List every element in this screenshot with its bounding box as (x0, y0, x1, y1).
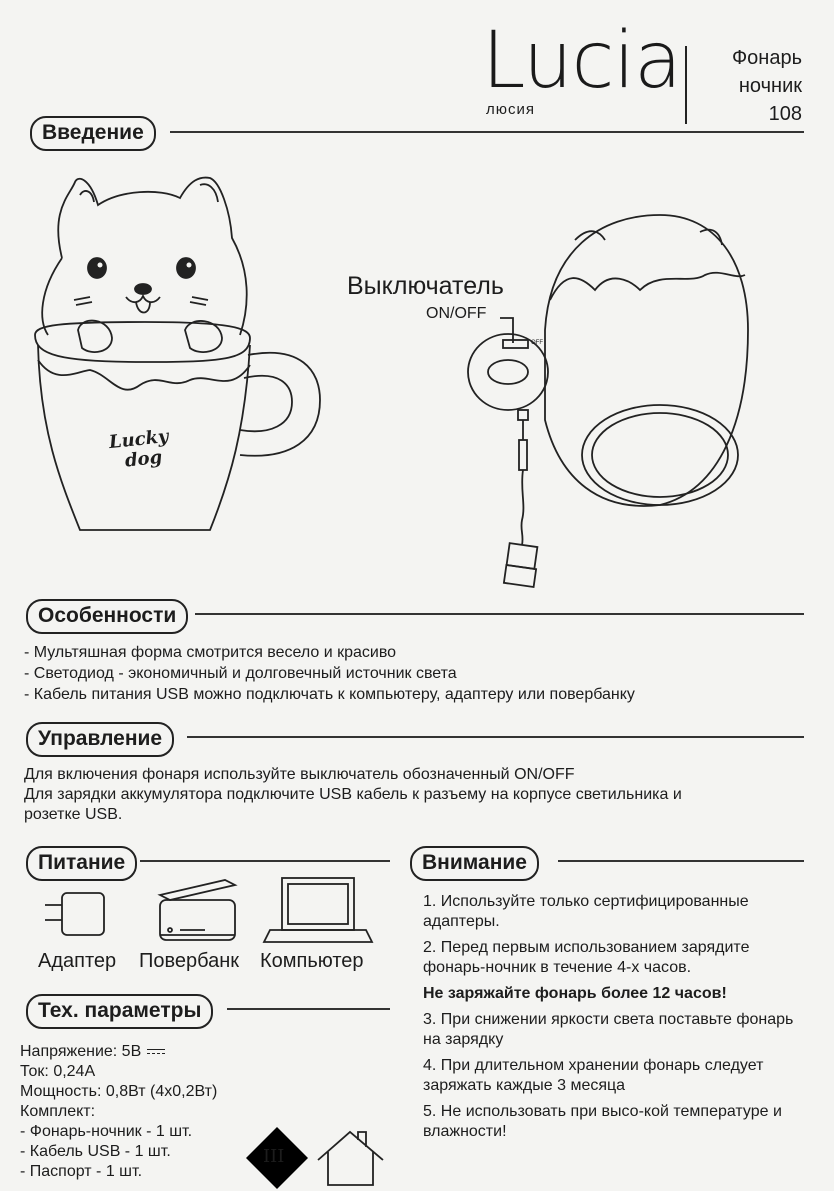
mug-text-line-2: dog (123, 446, 164, 472)
product-line-1: Фонарь (731, 47, 802, 69)
warning-item-5: 5. Не использовать при высо-кой температуре и влажности! (423, 1103, 782, 1140)
spec-kit-item: - Фонарь-ночник - 1 шт. (20, 1123, 193, 1140)
warning-list (423, 892, 803, 1142)
source-label-adapter: Адаптер (38, 950, 117, 972)
source-label-powerbank: Повербанк (139, 950, 240, 972)
product-line-2: ночник (738, 75, 802, 97)
control-section-title: Управление (26, 722, 174, 757)
spec-kit-item: - Кабель USB - 1 шт. (20, 1143, 171, 1160)
warning-rule (558, 860, 804, 862)
spec-power: Мощность: 0,8Вт (4х0,2Вт) (20, 1083, 218, 1100)
list-item: - Кабель питания USB можно подключать к компьютеру, адаптеру или повербанку (24, 686, 635, 703)
source-label-computer: Компьютер (260, 950, 364, 972)
indoor-use-icon (318, 1132, 383, 1185)
class-three-label: III (263, 1146, 285, 1167)
mug-text-line-1: Lucky (107, 425, 170, 454)
features-section-title: Особенности (26, 599, 188, 634)
warning-item-bold: Не заряжайте фонарь более 12 часов! (423, 985, 727, 1002)
warning-section-title: Внимание (410, 846, 539, 881)
control-line-1: Для включения фонаря используйте выключатель обозначенный ON/OFF (24, 766, 575, 783)
specs-section-title: Тех. параметры (26, 994, 213, 1029)
list-item: - Светодиод - экономичный и долговечный источник света (24, 665, 457, 682)
power-section-title: Питание (26, 846, 137, 881)
control-line-2: Для зарядки аккумулятора подключите USB кабель к разъему на корпусе светильника и (24, 786, 682, 803)
spec-voltage: Напряжение: 5В (20, 1042, 217, 1062)
spec-current: Ток: 0,24А (20, 1063, 96, 1080)
list-item: - Мультяшная форма смотрится весело и красиво (24, 644, 397, 661)
product-line-3: 108 (768, 103, 802, 125)
brand-logo: Lucia (482, 16, 681, 106)
onoff-label: ON/OFF (426, 305, 487, 322)
spec-kit-heading: Комплект: (20, 1103, 96, 1120)
switch-label: Выключатель (347, 272, 504, 300)
warning-item-4: 4. При длительном хранении фонарь следует заряжать каждые 3 месяца (423, 1057, 764, 1094)
warning-item-1: 1. Используйте только сертифицированные адаптеры. (423, 893, 749, 930)
brand-subtitle: люсия (486, 101, 536, 118)
spec-kit-item: - Паспорт - 1 шт. (20, 1163, 143, 1180)
control-line-3: розетке USB. (24, 806, 123, 823)
intro-section-title: Введение (30, 116, 156, 151)
warning-item-3: 3. При снижении яркости света поставьте фонарь на зарядку (423, 1011, 794, 1048)
tiny-onoff-mark: OFF (531, 340, 543, 346)
warning-item-2: 2. Перед первым использованием зарядите фонарь-ночник в течение 4-х часов. (423, 939, 750, 976)
